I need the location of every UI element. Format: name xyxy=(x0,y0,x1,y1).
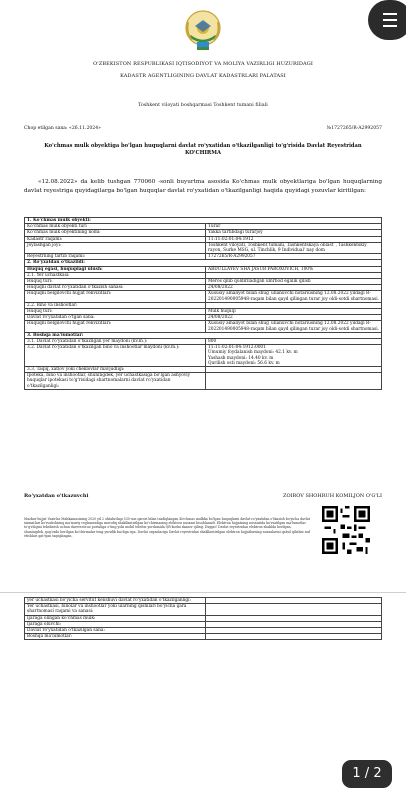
field-label: Huquqni belgilovchi hujjat rekvizitlari: xyxy=(25,291,206,302)
qr-code-icon[interactable] xyxy=(322,506,370,554)
field-value xyxy=(206,373,382,390)
field-label: 2.2. Bino va inshootlar: xyxy=(25,302,206,308)
registrar-name: ZOIROV SHOHRUH KOMILJON O'G'LI xyxy=(282,493,382,499)
ministry-heading: O'ZBEKISTON RESPUBLIKASI IQTISODIYOT VA MOLIYA VAZIRLIGI HUZURIDAGI xyxy=(93,61,313,67)
state-emblem-icon xyxy=(178,6,228,52)
field-label: Huquqni davlat ro'yxatidan o'tkazish sanasi: xyxy=(25,285,206,291)
additional-info-table xyxy=(24,597,382,640)
field-label: 3.3. Taqiq, xatlov yoki cheklovlar mavjudligi: xyxy=(25,367,206,373)
field-value xyxy=(206,604,382,615)
field-label: Davlat ro'yxatidan o'tgan sana: xyxy=(25,315,206,321)
table-row xyxy=(25,291,382,302)
table-row xyxy=(25,242,382,253)
field-value: 24/08/2022 xyxy=(206,285,382,291)
section-title: 1. Ko'chmas mulk obyekti: xyxy=(25,218,382,224)
field-label: yer uchastkasi bo'yicha servitut kelishuvi davlat ro'yxatidan o'tkazilganligi: xyxy=(25,598,206,604)
document-number: №1727265/R-A2992057 xyxy=(326,126,382,131)
page-indicator: 1 / 2 xyxy=(342,760,392,788)
document-title xyxy=(40,143,366,157)
field-value: 800 xyxy=(206,339,382,345)
table-row xyxy=(25,634,382,640)
table-row xyxy=(25,604,382,615)
field-label: 3.2. Davlat ro'yxatidan o'tkazilgan bino va inshootlar maydoni (kv.m.): xyxy=(25,345,206,367)
print-date: Chop etilgan sana: «26.11.2024» xyxy=(24,126,101,131)
field-value: Xususiy amaliyot bilan shug`ullanuvchi notariusning 12.08.2022 yildagi R-20220149000594​8-raqam bilan qayd qilingan turar joy oldi-sotdi shartnomasi. xyxy=(206,291,382,302)
table-row xyxy=(25,373,382,390)
agency-heading: KADASTR AGENTLIGINING DAVLAT KADASTRLARI PALATASI xyxy=(120,73,286,79)
field-value: ABDULLAYEV SHA JASUR PAROXOVICH, 100% xyxy=(206,266,382,272)
table-row xyxy=(25,321,382,332)
field-label: Ipoteka, bino va inshootlar, shuningdek, yer uchastkasiga bo'lgan ashyoviy huquqlar ipotekasi to'g'risidagi shartnomalarni davlat ro'yxatidan o'tkazilganligi: xyxy=(25,373,206,390)
field-label: Huquq egasi, huquqdagi ulush: xyxy=(25,266,206,272)
field-label: Ijaraga oluvchi: xyxy=(25,621,206,627)
field-label: Reyestrning tartib raqami: xyxy=(25,254,206,260)
menu-button[interactable] xyxy=(368,0,406,40)
field-value: 24/08/2022 xyxy=(206,315,382,321)
branch-heading: Toshkent viloyati boshqarmasi Toshkent tumani filiali xyxy=(138,103,268,108)
field-value: 1727265/R-A2992057 xyxy=(206,254,382,260)
legal-note: Mazkur hujjat Vazirlar Mahkamasining 2020 yil 2 oktabrdagi 535-son qarori bilan tasdiqlangan Ko'chmas mulkka bo'lgan huquqlarni davlat ro'yxatidan o'tkazish bo'yicha davlat xizmatlari ko'rsatishning ma'muriy reglamentiga muvofiq shakllantirilgan ko'chirmaning elektron nusxasi hisoblanadi. Elektron hujjatning nusxasida ko'rsatilgan ma'lumotlar to'g'riligini tekshirish uchun davreestr.uz portaliga o'ting yoki mobil telefon yordamida QR-kodni skaner qiling. Diqqat! Davlat reyestridan elektron shaklda berilgan, shuningdek, qog'ozda berilgan ko'chirmalar teng yuridik kuchga ega. Davlat organlariga Davlat reyestridan shakllantirilgan elektron hujjatlarning nusxalarini qabul qilishni rad etishlari qat'iyan taqiqlangan. xyxy=(24,517,311,538)
field-value: 11:11:02:01:04:1912 xyxy=(206,236,382,242)
registry-table xyxy=(24,217,382,390)
table-row xyxy=(25,345,382,367)
document-subtitle: KO'CHIRMA xyxy=(184,150,221,156)
field-label: Boshqa ma'lumotlar: xyxy=(25,634,206,640)
field-value: Turar xyxy=(206,224,382,230)
field-label: Huquqni belgilovchi hujjat rekvizitlari: xyxy=(25,321,206,332)
field-label: Davlat ro'yxatidan o'tkazilgan sana: xyxy=(25,628,206,634)
field-value: Xususiy amaliyot bilan shug`ullanuvchi notariusning 12.08.2022 yildagi R-20220149000594​8-raqam bilan qayd qilingan turar joy oldi-sotdi shartnomasi. xyxy=(206,321,382,332)
field-label: Ijaraga olingan ko'chmas mulk: xyxy=(25,615,206,621)
field-value: Yakka tartibdagi turarjoy xyxy=(206,230,382,236)
field-value xyxy=(206,634,382,640)
field-label: Kadastr raqami: xyxy=(25,236,206,242)
field-label: 3.1. Davlat ro'yxatidan o'tkazilgan yer maydoni (kv.m.): xyxy=(25,339,206,345)
field-value: Mulk huquqi xyxy=(206,309,382,315)
field-value: Meros qilib qoldiriladigan umrbod egalik qilish xyxy=(206,279,382,285)
field-label: 2.1. Yer uchastkasi: xyxy=(25,272,206,278)
document-title-line: Ko'chmas mulk obyektiga bo'lgan huquqlarni davlat ro'yxatidan o'tkazilganligi to'g'risida Davlat Reyestridan xyxy=(44,143,362,149)
field-label: Huquq turi: xyxy=(25,309,206,315)
field-label: Ko'chmas mulk obyekti turi xyxy=(25,224,206,230)
field-label: Huquq turi: xyxy=(25,279,206,285)
field-label: Yer uchastkasi, binolar va inshootlar yoki ularning qismlari bo'yicha ijara shartnomasi raqami va sanasi: xyxy=(25,604,206,615)
registrar-label: Ro'yxatdan o'tkazuvchi xyxy=(24,493,89,499)
section-title: 3. Boshqa ma'lumotlar: xyxy=(25,332,382,338)
field-label: Ko'chmas mulk obyektining nomi: xyxy=(25,230,206,236)
field-value: 11:11:02:01:04:1912:0001 Umumiy foydalanish maydoni: 42.1 kv. m Yashash maydoni: 14.40 kv. m Qurilish osti maydoni: 56.6 kv. m xyxy=(206,345,382,367)
field-value: Toshkent viloyati, Toshkent tumani, Tashkentskaya oblast`, Tashkentskiy rayon, Surke MSG, ul. Tinchlik, 9 Individual' nay dom xyxy=(206,242,382,253)
field-label: Joylashgan joyi: xyxy=(25,242,206,253)
section-title: 2. Ro'yxatdan o'tkazildi: xyxy=(25,260,382,266)
intro-paragraph: «12.08.2022» da kelib tushgan 770060 -sonli buyurtma asosida Ko'chmas mulk obyektlariga bo'lgan huquqlarning davlat reyestriga quyidagilarga bo'lgan huquqlar davlat ro'yxatidan o'tkazilganligi haqida quyidagi yozuvlar kiritilgan: xyxy=(24,179,382,194)
